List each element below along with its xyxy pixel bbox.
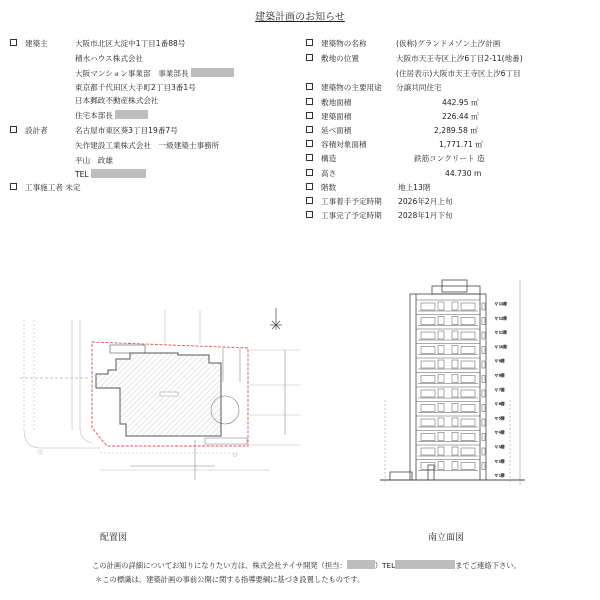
title-text: 建築計画のお知らせ	[255, 12, 345, 23]
owner-line-5: 日本郵政不動産株式会社	[75, 96, 159, 105]
item-label: 建築物の名称	[321, 39, 367, 48]
site-plan-drawing	[0, 300, 300, 500]
item-label: 敷地の位置	[321, 54, 359, 63]
checkbox-icon	[306, 54, 313, 61]
checkbox-icon	[10, 183, 17, 190]
elevation-drawing	[360, 260, 560, 520]
building-area-row	[306, 111, 351, 122]
checkbox-icon	[306, 140, 313, 147]
page-title	[0, 8, 600, 23]
svg-text:▽ 8階: ▽ 8階	[495, 373, 505, 378]
checkbox-icon	[306, 112, 313, 119]
checkbox-icon	[10, 126, 17, 133]
checkbox-icon	[306, 211, 313, 218]
item-label: 構造	[321, 154, 337, 163]
item-label: 工事完了予定時期	[321, 211, 382, 220]
svg-text:▽ 6階: ▽ 6階	[495, 402, 505, 407]
svg-text:▽ 12階: ▽ 12階	[495, 316, 507, 321]
item-label: 工事着手予定時期	[321, 197, 382, 206]
contact-text: この計画の詳細についてお知りになりたい方は、株式会社テイサ開発（担当：	[92, 561, 347, 570]
owner-label: 建築主	[25, 39, 48, 48]
item-value: 226.44 ㎡	[442, 112, 479, 121]
designer-line-2: 矢作建設工業株式会社 一級建築士事務所	[75, 141, 220, 150]
owner-line-1: 大阪市北区大淀中1丁目1番88号	[75, 39, 186, 48]
designer-label: 設計者	[25, 126, 48, 135]
contact-tel-label: ）TEL	[374, 561, 396, 570]
owner-line-3	[75, 68, 234, 79]
item-value: 地上13階	[398, 183, 431, 192]
checkbox-icon	[306, 39, 313, 46]
checkbox-icon	[306, 98, 313, 105]
designer-line-1: 名古屋市東区葵3丁目19番7号	[75, 126, 178, 135]
item-label: 高さ	[321, 169, 337, 178]
svg-text:▽ 5階: ▽ 5階	[495, 416, 505, 421]
item-value: 44.730 m	[445, 169, 482, 178]
owner-line-4: 東京都千代田区大手町2丁目3番1号	[75, 83, 196, 92]
owner-line-2: 積水ハウス株式会社	[75, 54, 144, 63]
designer-label-row	[10, 125, 48, 136]
item-label: 階数	[321, 183, 337, 192]
checkbox-icon	[306, 154, 313, 161]
elevation-caption: 南立面図	[428, 533, 465, 543]
item-value: 2026年2月上旬	[398, 197, 453, 206]
svg-text:▽ 9階: ▽ 9階	[495, 359, 505, 364]
item-value: (仮称)グランドメゾン上汐計画	[396, 39, 501, 48]
contractor-label: 工事施工者	[25, 183, 63, 192]
contact-suffix: までご連絡下さい。	[455, 561, 521, 570]
item-value-2: (住居表示)大阪市天王寺区上汐6丁目	[396, 69, 521, 78]
notice-line: ＊この標識は、建築計画の事前公開に関する指導要綱に基づき設置したものです。	[95, 575, 365, 584]
redacted-contact-tel	[395, 560, 455, 569]
checkbox-icon	[306, 126, 313, 133]
redacted-name	[115, 110, 148, 119]
checkbox-icon	[306, 183, 313, 190]
tel-label: TEL	[75, 170, 89, 179]
site-location-row	[306, 53, 359, 64]
site-plan-caption: 配置図	[100, 533, 128, 543]
item-value: 鉄筋コンクリート 造	[414, 154, 485, 163]
designer-line-3: 平山 政雄	[75, 156, 113, 165]
checkbox-icon	[306, 169, 313, 176]
contractor-value: 未定	[65, 183, 81, 192]
svg-text:▽ 1階: ▽ 1階	[495, 473, 505, 478]
svg-text:▽ 10階: ▽ 10階	[495, 344, 507, 349]
redacted-tel	[91, 169, 146, 178]
height-row	[306, 168, 336, 179]
svg-text:▽ 4階: ▽ 4階	[495, 430, 505, 435]
floors-row	[306, 182, 336, 193]
redacted-contact-person	[347, 560, 375, 569]
redacted-name	[191, 68, 234, 77]
item-label: 容積対象面積	[321, 140, 367, 149]
item-value: 2028年1月下旬	[398, 211, 453, 220]
item-label: 建築物の主要用途	[321, 83, 382, 92]
checkbox-icon	[10, 39, 17, 46]
usage-row	[306, 82, 382, 93]
owner-label-row	[10, 38, 48, 49]
site-area-row	[306, 97, 351, 108]
start-date-row	[306, 196, 382, 207]
svg-text:▽ 3階: ▽ 3階	[495, 445, 505, 449]
designer-line-4	[75, 169, 146, 180]
owner-line-6	[75, 110, 148, 121]
svg-text:▽ 13階: ▽ 13階	[495, 302, 507, 306]
item-label: 敷地面積	[321, 98, 352, 107]
owner-dept: 大阪マンション事業部 事業部長	[75, 69, 189, 78]
item-value: 442.95 ㎡	[442, 98, 479, 107]
item-value: 分譲共同住宅	[396, 83, 442, 92]
item-label: 延べ面積	[321, 126, 352, 135]
floor-area-row	[306, 125, 351, 136]
owner-head: 住宅本部長	[75, 111, 113, 120]
checkbox-icon	[306, 197, 313, 204]
item-label: 建築面積	[321, 112, 352, 121]
item-value: 1,771.71 ㎡	[439, 140, 483, 149]
item-value: 2,289.58 ㎡	[434, 126, 478, 135]
end-date-row	[306, 210, 382, 221]
svg-text:▽ 11階: ▽ 11階	[495, 330, 507, 335]
checkbox-icon	[306, 83, 313, 90]
volume-area-row	[306, 139, 367, 150]
building-name-row	[306, 38, 367, 49]
svg-text:▽ 7階: ▽ 7階	[495, 387, 505, 392]
contractor-row	[10, 182, 81, 193]
contact-line	[92, 560, 521, 571]
structure-row	[306, 153, 336, 164]
item-value: 大阪市天王寺区上汐6丁目2-11(地番)	[396, 54, 523, 63]
svg-text:▽ 2階: ▽ 2階	[495, 459, 505, 464]
